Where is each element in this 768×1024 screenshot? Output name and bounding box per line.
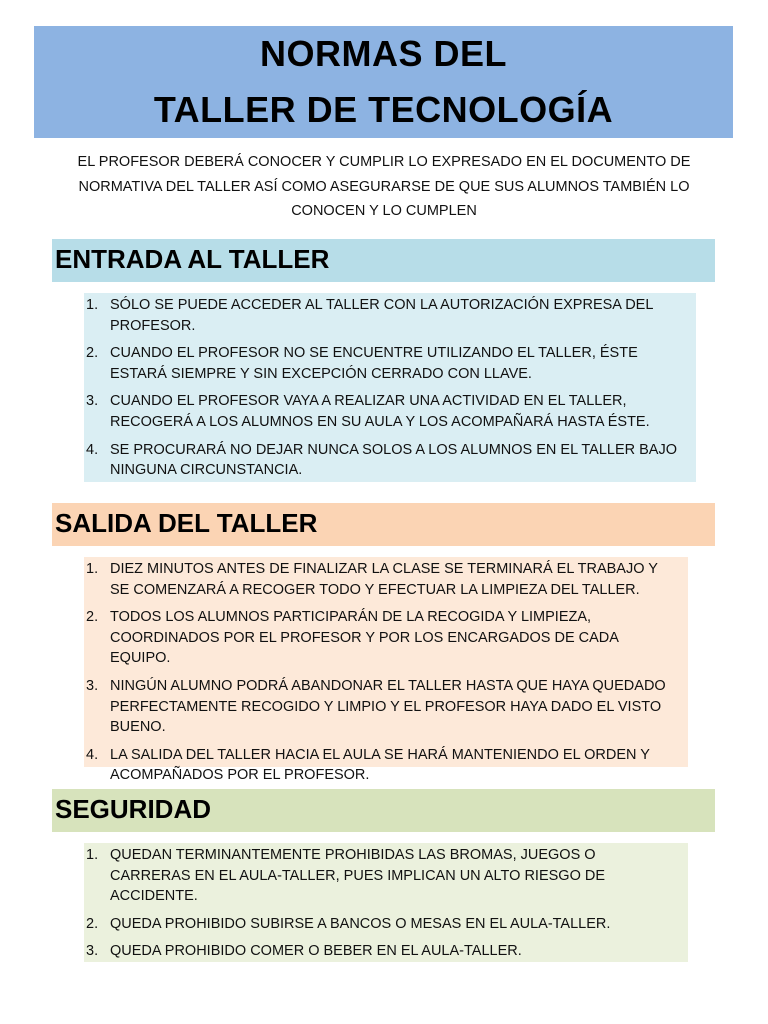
section-heading-entrada: ENTRADA AL TALLER bbox=[52, 239, 715, 282]
item-number: 2. bbox=[86, 915, 99, 932]
item-number: 3. bbox=[86, 393, 99, 410]
list-item bbox=[84, 745, 680, 786]
item-number: 1. bbox=[86, 297, 99, 313]
item-text: LA SALIDA DEL TALLER HACIA EL AULA SE HARÁ MANTENIENDO EL ORDEN Y ACOMPAÑADOS POR EL PROFESOR. bbox=[110, 746, 650, 784]
title-line-2: TALLER DE TECNOLOGÍA bbox=[153, 89, 614, 130]
item-text: DIEZ MINUTOS ANTES DE FINALIZAR LA CLASE SE TERMINARÁ EL TRABAJO Y SE COMENZARÁ A RECOGER TODO Y EFECTUAR LA LIMPIEZA DEL TALLER. bbox=[110, 561, 658, 598]
section-list-seguridad bbox=[84, 843, 688, 962]
section-list-salida bbox=[84, 557, 688, 784]
item-number: 3. bbox=[86, 943, 99, 960]
item-text: CUANDO EL PROFESOR VAYA A REALIZAR UNA ACTIVIDAD EN EL TALLER, RECOGERÁ A LOS ALUMNOS EN SU AULA Y LOS ACOMPAÑARÁ HASTA ÉSTE. bbox=[110, 393, 650, 430]
list-item bbox=[84, 440, 688, 481]
item-number: 4. bbox=[86, 441, 99, 458]
item-number: 4. bbox=[86, 746, 99, 763]
item-text: QUEDA PROHIBIDO SUBIRSE A BANCOS O MESAS EN EL AULA-TALLER. bbox=[110, 915, 611, 932]
item-number: 1. bbox=[86, 847, 99, 863]
intro-paragraph: EL PROFESOR DEBERÁ CONOCER Y CUMPLIR LO EXPRESADO EN EL DOCUMENTO DE NORMATIVA DEL TALLER ASÍ COMO ASEGURARSE DE QUE SUS ALUMNOS TAMBIÉN LO CONOCEN Y LO CUMPLEN bbox=[77, 154, 691, 219]
list-item bbox=[84, 845, 680, 907]
item-text: SE PROCURARÁ NO DEJAR NUNCA SOLOS A LOS ALUMNOS EN EL TALLER BAJO NINGUNA CIRCUNSTANCIA. bbox=[110, 441, 678, 479]
title-banner bbox=[34, 26, 733, 138]
list-item bbox=[84, 391, 688, 432]
list-item bbox=[84, 295, 688, 336]
item-number: 1. bbox=[86, 561, 99, 577]
item-number: 3. bbox=[86, 677, 99, 694]
item-number: 2. bbox=[86, 609, 99, 626]
item-text: QUEDAN TERMINANTEMENTE PROHIBIDAS LAS BROMAS, JUEGOS O CARRERAS EN EL AULA-TALLER, PUES IMPLICAN UN ALTO RIESGO DE ACCIDENTE. bbox=[110, 847, 606, 905]
item-text: SÓLO SE PUEDE ACCEDER AL TALLER CON LA AUTORIZACIÓN EXPRESA DEL PROFESOR. bbox=[110, 297, 653, 334]
item-text: QUEDA PROHIBIDO COMER O BEBER EN EL AULA-TALLER. bbox=[110, 943, 522, 960]
item-text: TODOS LOS ALUMNOS PARTICIPARÁN DE LA RECOGIDA Y LIMPIEZA, COORDINADOS POR EL PROFESOR Y POR LOS ENCARGADOS DE CADA EQUIPO. bbox=[110, 609, 619, 667]
section-heading-seguridad: SEGURIDAD bbox=[52, 789, 715, 832]
title-line-1: NORMAS DEL bbox=[260, 33, 507, 74]
list-item bbox=[84, 914, 680, 935]
item-number: 2. bbox=[86, 345, 99, 362]
item-text: CUANDO EL PROFESOR NO SE ENCUENTRE UTILIZANDO EL TALLER, ÉSTE ESTARÁ SIEMPRE Y SIN EXCEPCIÓN CERRADO CON LLAVE. bbox=[110, 345, 638, 382]
list-item bbox=[84, 559, 680, 600]
section-heading-salida: SALIDA DEL TALLER bbox=[52, 503, 715, 546]
list-item bbox=[84, 941, 680, 962]
list-item bbox=[84, 343, 688, 384]
item-text: NINGÚN ALUMNO PODRÁ ABANDONAR EL TALLER HASTA QUE HAYA QUEDADO PERFECTAMENTE RECOGIDO Y LIMPIO Y EL PROFESOR HAYA DADO EL VISTO BUENO. bbox=[110, 677, 666, 736]
section-list-entrada bbox=[84, 293, 696, 482]
list-item bbox=[84, 607, 680, 669]
list-item bbox=[84, 676, 680, 738]
